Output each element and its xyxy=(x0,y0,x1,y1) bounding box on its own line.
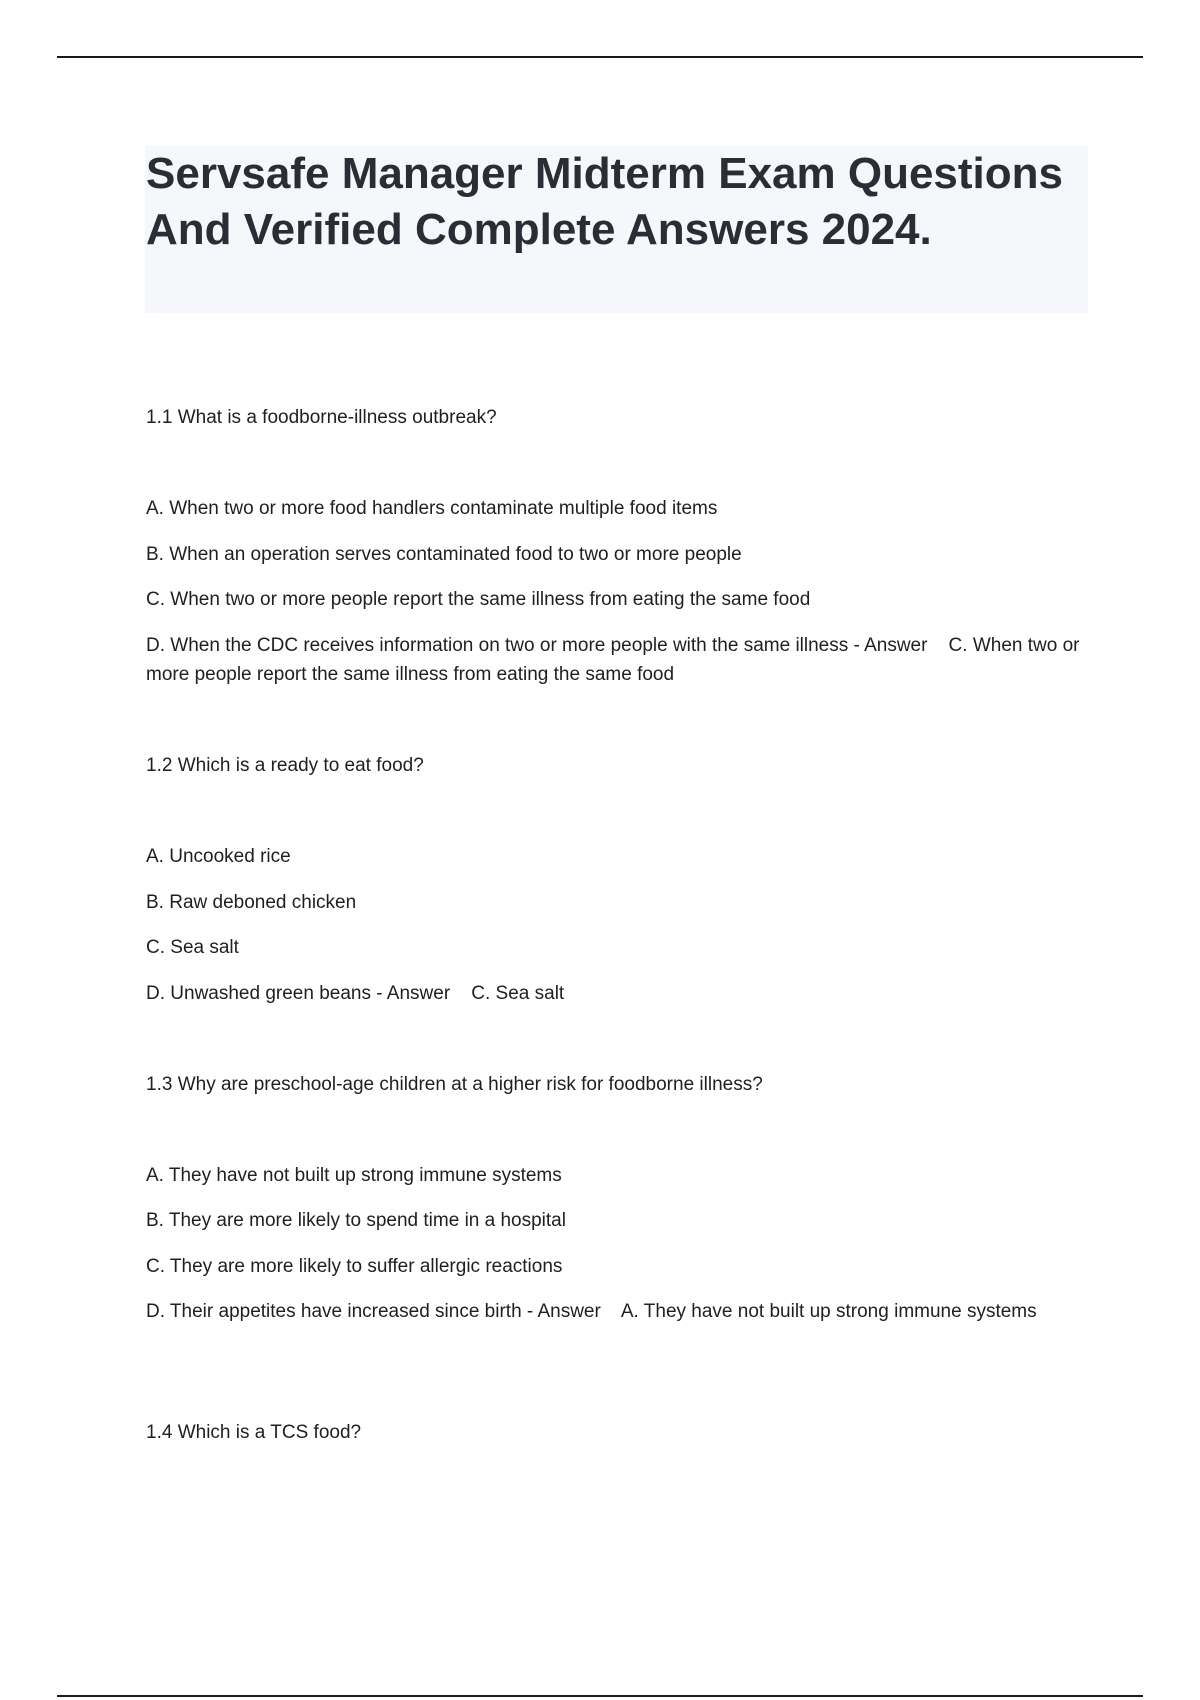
option-1-3-d-answer: D. Their appetites have increased since birth - Answer A. They have not built up strong immune systems xyxy=(146,1301,1037,1322)
option-1-2-d-answer: D. Unwashed green beans - Answer C. Sea salt xyxy=(146,983,565,1004)
question-1-3: 1.3 Why are preschool-age children at a higher risk for foodborne illness? xyxy=(146,1074,763,1095)
top-rule xyxy=(57,56,1143,58)
question-1-2: 1.2 Which is a ready to eat food? xyxy=(146,755,424,776)
option-1-3-a: A. They have not built up strong immune systems xyxy=(146,1165,562,1186)
option-1-1-c: C. When two or more people report the same illness from eating the same food xyxy=(146,589,811,610)
option-1-1-b: B. When an operation serves contaminated food to two or more people xyxy=(146,544,742,565)
question-1-4: 1.4 Which is a TCS food? xyxy=(146,1422,362,1443)
question-1-1: 1.1 What is a foodborne-illness outbreak? xyxy=(146,407,497,428)
option-1-2-c: C. Sea salt xyxy=(146,937,239,958)
document-title: Servsafe Manager Midterm Exam Questions And Verified Complete Answers 2024. xyxy=(146,149,1063,254)
option-1-2-a: A. Uncooked rice xyxy=(146,846,291,867)
option-1-1-a: A. When two or more food handlers contaminate multiple food items xyxy=(146,498,718,519)
option-1-3-c: C. They are more likely to suffer allergic reactions xyxy=(146,1256,563,1277)
option-1-2-b: B. Raw deboned chicken xyxy=(146,892,357,913)
bottom-rule xyxy=(57,1695,1143,1697)
option-1-1-d-answer: D. When the CDC receives information on two or more people with the same illness - Answer C. When two or more people report the same illness from eating the same food xyxy=(146,635,1085,685)
option-1-3-b: B. They are more likely to spend time in a hospital xyxy=(146,1210,566,1231)
